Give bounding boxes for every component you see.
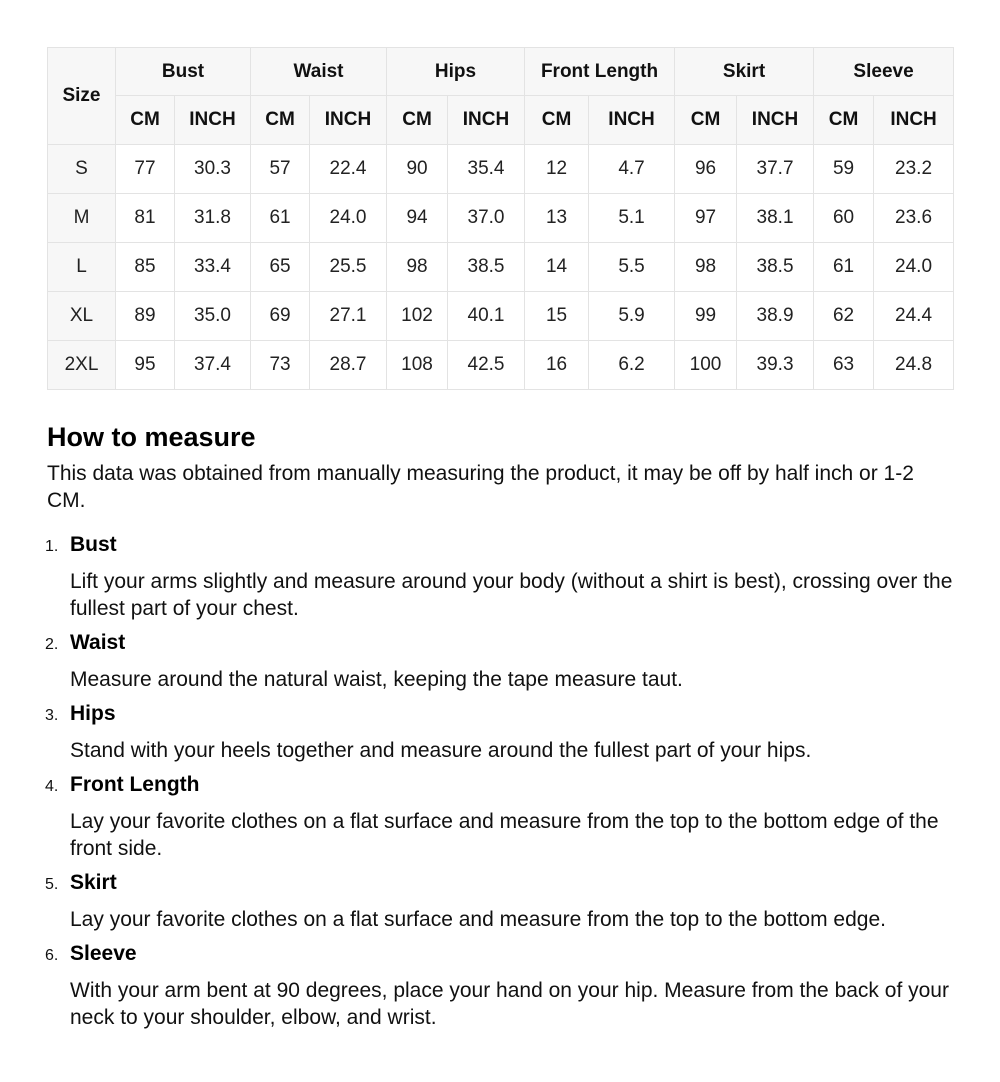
size-chart-header [48,48,954,145]
list-item [47,532,952,622]
unit-header-inch: INCH [589,96,675,145]
table-cell: 85 [116,243,175,292]
step-number: 4. [45,778,59,795]
group-header-skirt: Skirt [675,48,814,96]
table-cell: 96 [675,145,737,194]
step-title: Skirt [70,871,117,894]
size-cell: 2XL [48,341,116,390]
table-cell: 59 [814,145,874,194]
table-cell: 35.0 [175,292,251,341]
table-cell: 24.0 [310,194,387,243]
table-cell: 37.0 [448,194,525,243]
table-cell: 6.2 [589,341,675,390]
how-to-measure-title: How to measure [47,422,256,452]
step-title: Hips [70,702,116,725]
table-cell: 12 [525,145,589,194]
list-item [47,870,952,933]
table-cell: 62 [814,292,874,341]
table-cell: 27.1 [310,292,387,341]
table-cell: 60 [814,194,874,243]
table-cell: 38.5 [737,243,814,292]
list-item [47,772,952,862]
table-cell: 4.7 [589,145,675,194]
table-cell: 65 [251,243,310,292]
table-cell: 98 [387,243,448,292]
table-cell: 33.4 [175,243,251,292]
table-cell: 81 [116,194,175,243]
table-cell: 24.4 [874,292,954,341]
table-cell: 15 [525,292,589,341]
group-header-bust: Bust [116,48,251,96]
group-header-front-length: Front Length [525,48,675,96]
how-to-measure-intro: This data was obtained from manually measuring the product, it may be off by half inch or 1-2 CM. [47,462,914,512]
step-title: Sleeve [70,942,137,965]
table-cell: 16 [525,341,589,390]
table-cell: 37.7 [737,145,814,194]
table-cell: 77 [116,145,175,194]
step-description: Lay your favorite clothes on a flat surface and measure from the top to the bottom edge of the front side. [70,810,939,860]
list-item [47,630,952,693]
table-row [48,341,954,390]
table-cell: 90 [387,145,448,194]
table-cell: 108 [387,341,448,390]
unit-header-inch: INCH [310,96,387,145]
table-cell: 37.4 [175,341,251,390]
size-cell: L [48,243,116,292]
step-description: Measure around the natural waist, keeping the tape measure taut. [70,668,683,691]
measure-steps-list [47,532,952,1031]
step-number: 6. [45,947,59,964]
step-title: Front Length [70,773,200,796]
header-unit-row [48,96,954,145]
table-cell: 23.6 [874,194,954,243]
step-description: With your arm bent at 90 degrees, place your hand on your hip. Measure from the back of your neck to your shoulder, elbow, and wrist. [70,979,949,1029]
table-cell: 99 [675,292,737,341]
step-description: Lay your favorite clothes on a flat surface and measure from the top to the bottom edge. [70,908,886,931]
table-cell: 13 [525,194,589,243]
table-cell: 94 [387,194,448,243]
group-header-waist: Waist [251,48,387,96]
table-cell: 28.7 [310,341,387,390]
table-cell: 39.3 [737,341,814,390]
table-row [48,292,954,341]
unit-header-cm: CM [814,96,874,145]
unit-header-cm: CM [525,96,589,145]
list-item [47,941,952,1031]
table-cell: 102 [387,292,448,341]
table-cell: 38.5 [448,243,525,292]
size-chart-table [47,47,954,390]
table-cell: 30.3 [175,145,251,194]
table-cell: 100 [675,341,737,390]
size-chart-body [48,145,954,390]
table-cell: 24.8 [874,341,954,390]
table-cell: 89 [116,292,175,341]
table-cell: 42.5 [448,341,525,390]
table-cell: 97 [675,194,737,243]
table-row [48,145,954,194]
size-cell: XL [48,292,116,341]
size-column-header: Size [48,48,116,145]
step-description: Stand with your heels together and measure around the fullest part of your hips. [70,739,812,762]
table-cell: 5.9 [589,292,675,341]
table-cell: 35.4 [448,145,525,194]
unit-header-inch: INCH [448,96,525,145]
table-cell: 61 [814,243,874,292]
table-cell: 14 [525,243,589,292]
unit-header-cm: CM [251,96,310,145]
step-description: Lift your arms slightly and measure around your body (without a shirt is best), crossing over the fullest part of your chest. [70,570,953,620]
table-cell: 38.1 [737,194,814,243]
unit-header-cm: CM [116,96,175,145]
table-cell: 73 [251,341,310,390]
table-cell: 98 [675,243,737,292]
header-group-row [48,48,954,96]
table-cell: 31.8 [175,194,251,243]
table-cell: 22.4 [310,145,387,194]
table-cell: 63 [814,341,874,390]
table-cell: 95 [116,341,175,390]
unit-header-inch: INCH [874,96,954,145]
step-number: 1. [45,538,59,555]
unit-header-inch: INCH [737,96,814,145]
table-cell: 25.5 [310,243,387,292]
step-number: 5. [45,876,59,893]
size-cell: M [48,194,116,243]
list-item [47,701,952,764]
table-cell: 5.5 [589,243,675,292]
step-title: Waist [70,631,126,654]
step-title: Bust [70,533,117,556]
table-cell: 61 [251,194,310,243]
unit-header-cm: CM [675,96,737,145]
group-header-hips: Hips [387,48,525,96]
size-cell: S [48,145,116,194]
table-row [48,243,954,292]
table-cell: 69 [251,292,310,341]
table-cell: 57 [251,145,310,194]
group-header-sleeve: Sleeve [814,48,954,96]
unit-header-cm: CM [387,96,448,145]
step-number: 2. [45,636,59,653]
step-number: 3. [45,707,59,724]
table-cell: 40.1 [448,292,525,341]
table-cell: 5.1 [589,194,675,243]
table-cell: 38.9 [737,292,814,341]
table-cell: 24.0 [874,243,954,292]
table-cell: 23.2 [874,145,954,194]
table-row [48,194,954,243]
unit-header-inch: INCH [175,96,251,145]
